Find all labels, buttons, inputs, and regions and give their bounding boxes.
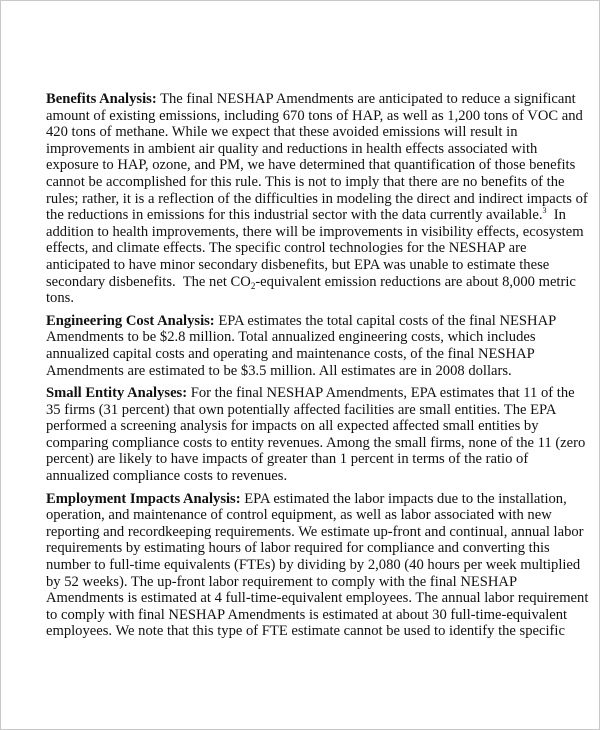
section-heading: Engineering Cost Analysis:	[46, 312, 215, 329]
text-line: percent) are likely to have impacts of greater than 1 percent in terms of the ratio of	[46, 451, 529, 468]
text-span: For the final NESHAP Amendments, EPA estimates that 11 of the	[187, 385, 575, 402]
section-heading: Employment Impacts Analysis:	[46, 490, 241, 507]
section-heading: Benefits Analysis:	[46, 91, 157, 107]
text-line: 35 firms (31 percent) that own potentially affected facilities are small entities. The EPA	[46, 401, 557, 418]
text-line	[46, 385, 575, 402]
engineering-cost-paragraph	[46, 313, 566, 379]
text-line: addition to health improvements, there will be improvements in visibility effects, ecosystem	[46, 223, 584, 240]
benefits-analysis-paragraph	[46, 91, 588, 307]
text-span: EPA estimated the labor impacts due to the installation,	[240, 490, 567, 507]
text-line: effects, and climate effects. The specific control technologies for the NESHAP are	[46, 240, 527, 257]
small-entity-paragraph	[46, 385, 586, 485]
text-span: secondary disbenefits. The net CO	[46, 273, 251, 290]
text-line: annualized capital costs and operating and maintenance costs, of the final NESHAP	[46, 345, 535, 362]
text-line	[46, 273, 576, 291]
employment-impacts-paragraph	[46, 490, 589, 640]
text-line: requirements by estimating hours of labor required for compliance and converting this	[46, 540, 550, 557]
text-line: Amendments to be $2.8 million. Total annualized engineering costs, which includes	[46, 329, 536, 346]
text-span: In	[546, 207, 566, 224]
text-line: amount of existing emissions, including 670 tons of HAP, as well as 1,200 tons of VOC and	[46, 107, 583, 124]
text-line: annualized compliance costs to revenues.	[46, 468, 288, 485]
text-span: the reductions in emissions for this industrial sector with the data currently available.	[46, 207, 543, 224]
text-line: comparing compliance costs to entity revenues. Among the small firms, none of the 11 (zero	[46, 434, 586, 451]
footnote-reference[interactable]: 3	[542, 206, 547, 216]
text-line	[46, 491, 566, 508]
text-line: by 52 weeks). The up-front labor requirement to comply with the final NESHAP	[46, 573, 518, 590]
text-line: 420 tons of methane. While we expect that these avoided emissions will result in	[46, 124, 518, 141]
text-span: EPA estimates the total capital costs of the final NESHAP	[214, 312, 557, 329]
text-line: improvements in ambient air quality and reductions in health effects associated with	[46, 140, 538, 157]
text-line: exposure to HAP, ozone, and PM, we have determined that quantification of those benefits	[46, 157, 576, 174]
text-line: employees. We note that this type of FTE estimate cannot be used to identify the specific	[46, 623, 565, 640]
text-line	[46, 91, 576, 108]
text-line	[46, 313, 566, 330]
text-span: The final NESHAP Amendments are anticipated to reduce a significant	[156, 91, 576, 107]
text-line	[46, 207, 566, 224]
text-line: operation, and maintenance of control equipment, as well as labor associated with new	[46, 507, 552, 524]
text-line: cannot be accomplished for this rule. This is not to imply that there are no benefits of the	[46, 173, 565, 190]
document-body	[46, 91, 589, 646]
text-line: performed a screening analysis for impacts on all expected affected small entities by	[46, 418, 539, 435]
section-heading: Small Entity Analyses:	[46, 385, 188, 402]
text-line: number to full-time equivalents (FTEs) by dividing by 2,080 (40 hours per week multiplied	[46, 557, 581, 574]
text-line: tons.	[46, 290, 74, 307]
text-line: Amendments are estimated to be $3.5 million. All estimates are in 2008 dollars.	[46, 362, 512, 379]
text-span: -equivalent emission reductions are about 8,000 metric	[255, 273, 576, 290]
text-line: reporting and recordkeeping requirements. We estimate up-front and continual, annual labor	[46, 523, 584, 540]
subscript: 2	[250, 280, 256, 291]
text-line: rules; rather, it is a reflection of the difficulties in modeling the direct and indirect impacts of	[46, 190, 588, 207]
text-line: to comply with final NESHAP Amendments is estimated at about 30 full-time-equivalent	[46, 606, 568, 623]
text-line: anticipated to have minor secondary disbenefits, but EPA was unable to estimate these	[46, 256, 550, 273]
text-line: Amendments is estimated at 4 full-time-equivalent employees. The annual labor requirement	[46, 590, 589, 607]
